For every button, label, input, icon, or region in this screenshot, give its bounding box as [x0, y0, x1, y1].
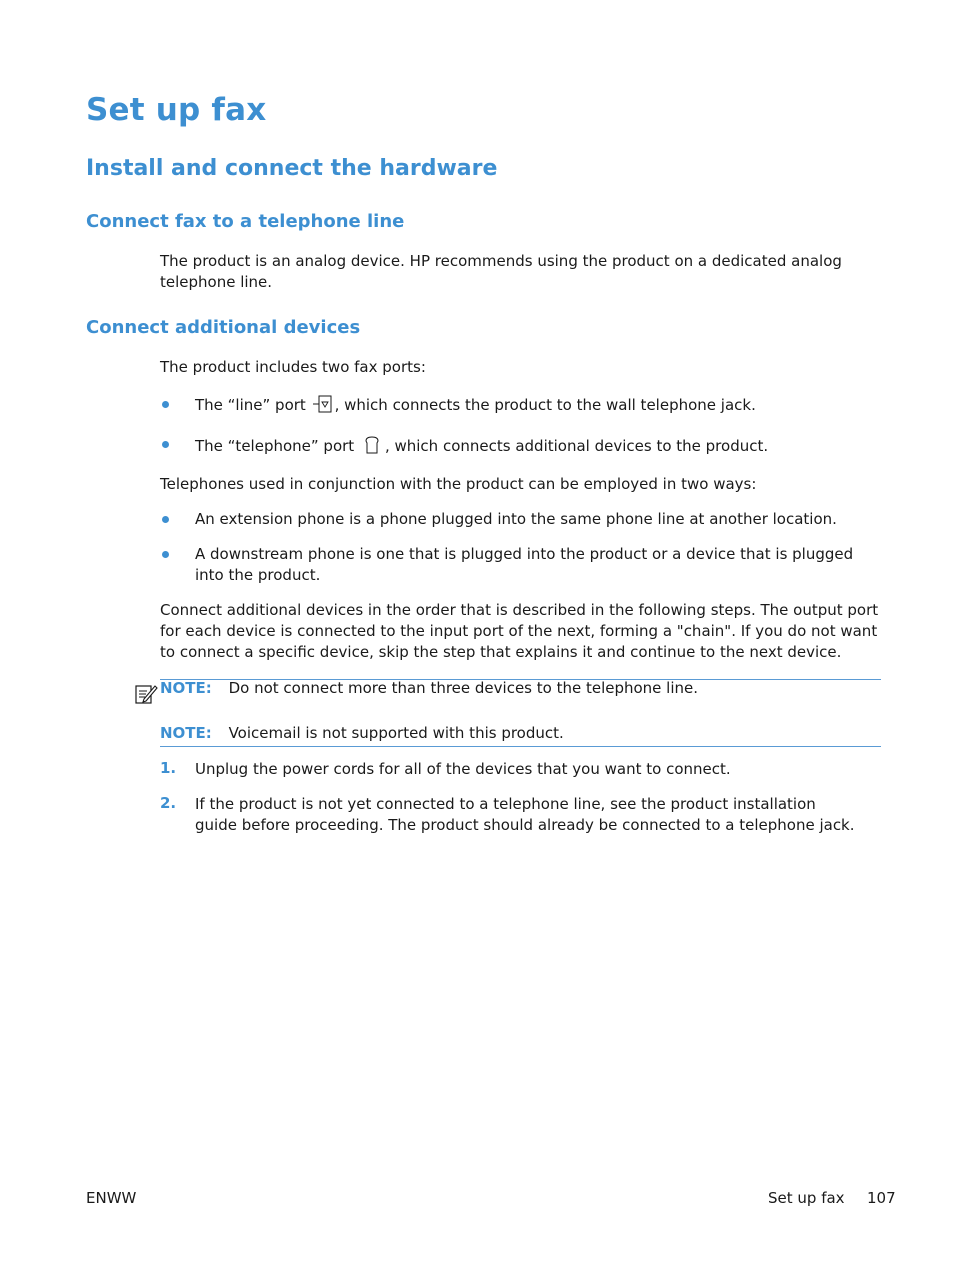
note-icon [134, 682, 158, 710]
bullet-dot [162, 551, 169, 558]
bullet-dot [162, 516, 169, 523]
footer-left: ENWW [86, 1189, 137, 1207]
note-label: NOTE: [160, 724, 212, 742]
note-1 [160, 678, 698, 699]
step-1-text: Unplug the power cords for all of the devices that you want to connect. [195, 760, 731, 778]
note-bottom-rule [160, 746, 881, 747]
step-2-text: If the product is not yet connected to a telephone line, see the product installation guide before proceeding. The product should already be connected to a telephone jack. [195, 795, 855, 834]
page-number: 107 [867, 1189, 896, 1207]
list-item: A downstream phone is one that is plugged into the product or a device that is plugged into the product. [195, 545, 854, 584]
step-number: 1. [160, 759, 177, 777]
section-heading: Install and connect the hardware [86, 156, 498, 181]
list-item-line-port [195, 394, 885, 420]
bullet-dot [162, 441, 169, 448]
subsection-heading-telephone-line: Connect fax to a telephone line [86, 211, 405, 232]
note-label: NOTE: [160, 679, 212, 697]
page-title: Set up fax [86, 92, 267, 128]
list-item-text: The “line” port [195, 396, 311, 414]
list-item: An extension phone is a phone plugged into the same phone line at another location. [195, 510, 837, 528]
list-item-telephone-port [195, 435, 885, 461]
chain-paragraph: Connect additional devices in the order that is described in the following steps. The output port for each device is connected to the input port of the next, forming a "chain". If you do not want to connect a specific device, skip the step that explains it and continue to the next device. [160, 601, 879, 661]
list-item-text: , which connects additional devices to the product. [384, 437, 769, 455]
note-text: Voicemail is not supported with this product. [228, 724, 564, 742]
list-item-text: , which connects the product to the wall telephone jack. [334, 396, 756, 414]
list-item-text: The “telephone” port [195, 437, 359, 455]
telephone-port-icon [361, 435, 383, 461]
telephone-line-paragraph: The product is an analog device. HP recommends using the product on a dedicated analog telephone line. [160, 252, 842, 291]
subsection-heading-additional-devices: Connect additional devices [86, 317, 361, 338]
fax-ports-intro: The product includes two fax ports: [160, 358, 426, 376]
footer-section: Set up fax [768, 1189, 845, 1207]
step-number: 2. [160, 794, 177, 812]
bullet-dot [162, 401, 169, 408]
line-port-icon [313, 394, 333, 420]
note-2 [160, 723, 564, 744]
note-text: Do not connect more than three devices to the telephone line. [228, 679, 699, 697]
usage-intro: Telephones used in conjunction with the product can be employed in two ways: [160, 475, 757, 493]
